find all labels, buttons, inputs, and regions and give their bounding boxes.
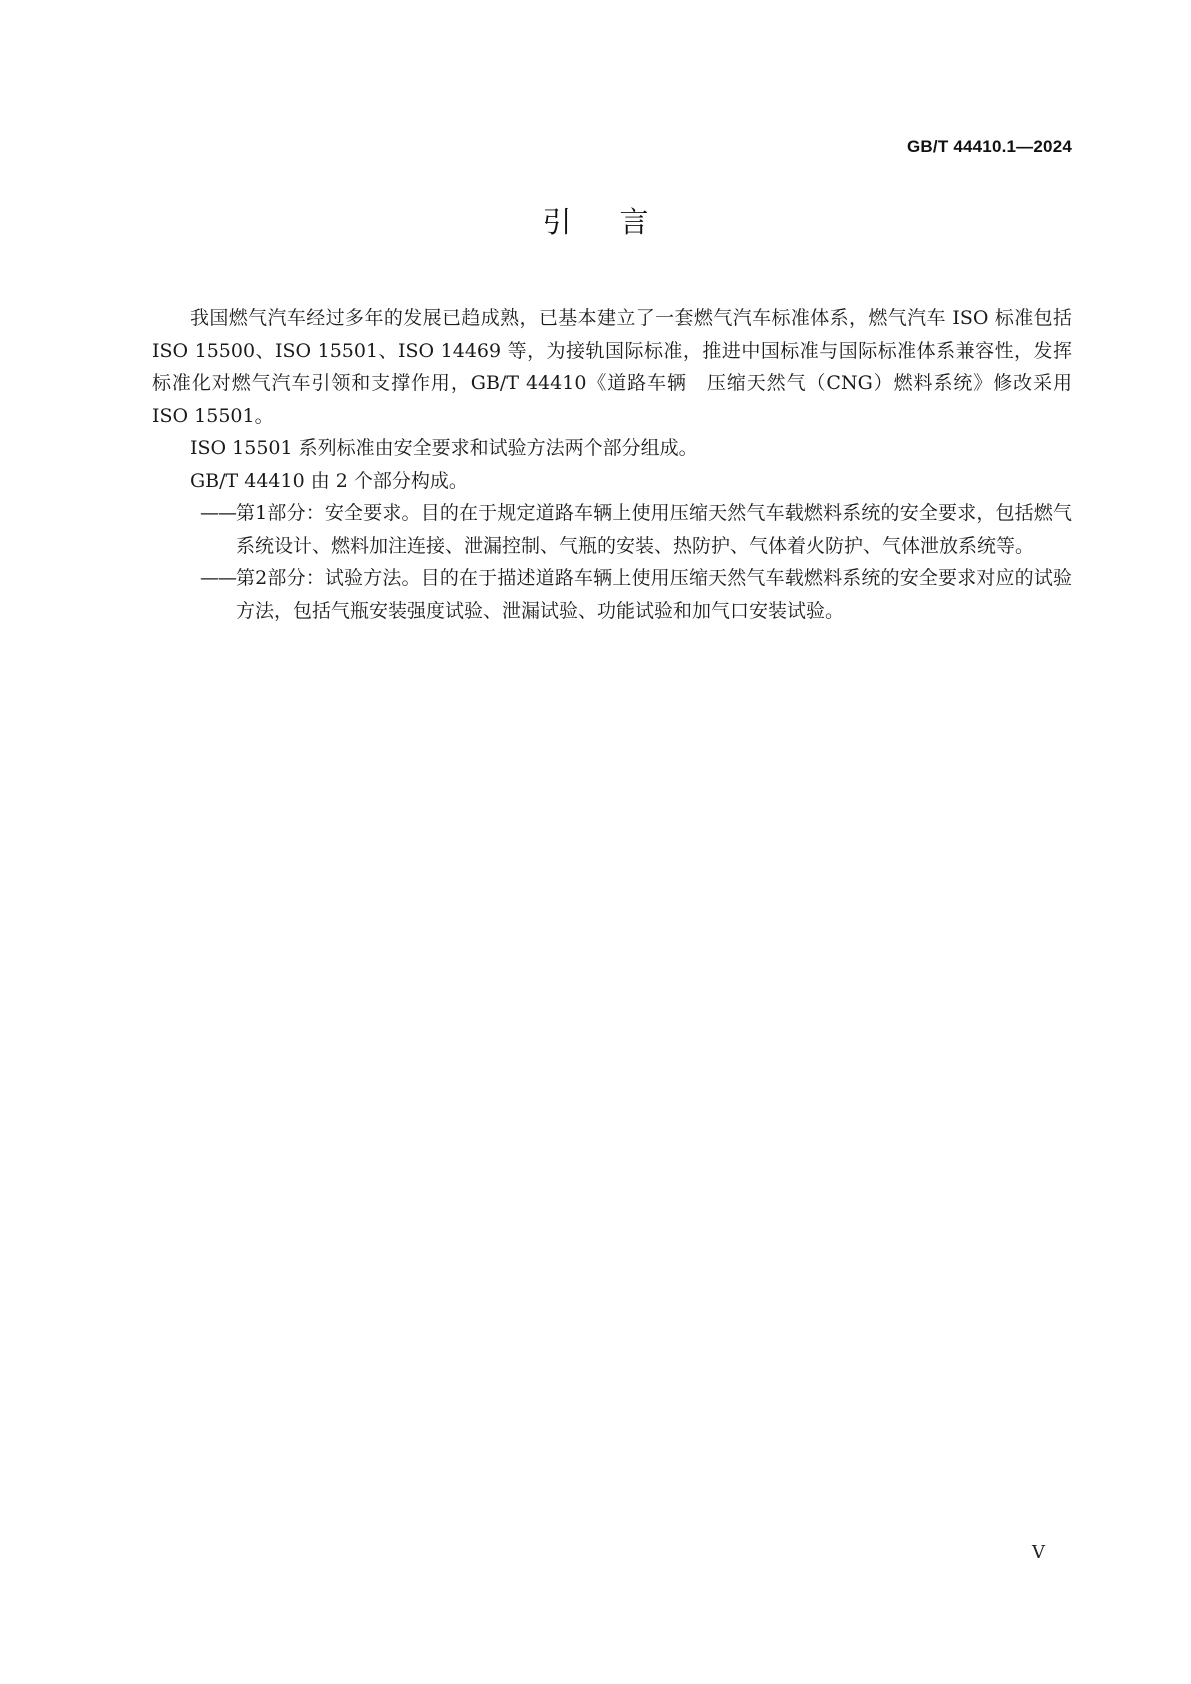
list-item-text: 第2部分：试验方法。目的在于描述道路车辆上使用压缩天然气车载燃料系统的安全要求对应的试验方法，包括气瓶安装强度试验、泄漏试验、功能试验和加气口安装试验。	[236, 567, 1072, 622]
list-item-part-2	[152, 562, 1072, 627]
page-number: V	[1032, 1542, 1045, 1563]
list-dash: ——	[200, 567, 236, 589]
standard-number-header: GB/T 44410.1—2024	[907, 137, 1072, 156]
paragraph: GB/T 44410 由 2 个部分构成。	[190, 469, 468, 492]
section-title: 引言	[542, 205, 697, 239]
list-item-text: 第1部分：安全要求。目的在于规定道路车辆上使用压缩天然气车载燃料系统的安全要求，包括燃气系统设计、燃料加注连接、泄漏控制、气瓶的安装、热防护、气体着火防护、气体泄放系统等。	[236, 502, 1072, 557]
list-item-part-1	[152, 497, 1072, 562]
paragraph: ISO 15501 系列标准由安全要求和试验方法两个部分组成。	[190, 437, 698, 459]
list-dash: ——	[200, 502, 236, 524]
introduction-body	[152, 302, 1072, 627]
paragraph: 我国燃气汽车经过多年的发展已趋成熟，已基本建立了一套燃气汽车标准体系，燃气汽车 ISO 标准包括 ISO 15500、ISO 15501、ISO 14469 等，为接轨国际标准，推进中国标准与国际标准体系兼容性，发挥标准化对燃气汽车引领和支撑作用，GB/T 44410《道路车辆 压缩天然气（CNG）燃料系统》修改采用 ISO 15501。	[152, 307, 1072, 427]
